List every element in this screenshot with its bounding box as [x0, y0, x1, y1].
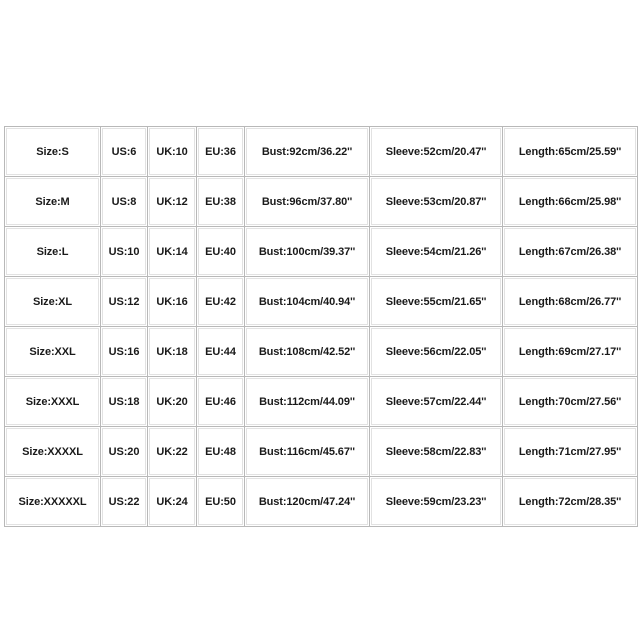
cell-frame	[245, 177, 369, 226]
table-row	[5, 127, 638, 177]
sleeve-value: Sleeve:57cm/22.44''	[385, 395, 487, 408]
bust-value: Bust:112cm/44.09''	[259, 395, 355, 408]
uk-size-value: UK:18	[156, 345, 188, 358]
size-cell	[5, 477, 101, 527]
cell-frame	[245, 327, 369, 376]
cell-frame	[148, 177, 196, 226]
cell-frame	[5, 227, 100, 276]
table-row	[5, 327, 638, 377]
size-chart-table	[4, 126, 638, 527]
sleeve-value: Sleeve:59cm/23.23''	[385, 495, 487, 508]
table-row	[5, 227, 638, 277]
uk-size-value: UK:22	[156, 445, 188, 458]
cell-frame	[148, 277, 196, 326]
cell-frame	[370, 427, 502, 476]
length-cell	[503, 277, 638, 327]
length-cell	[503, 477, 638, 527]
uk-size-cell	[148, 327, 197, 377]
eu-size-value: EU:38	[205, 195, 236, 208]
length-value: Length:67cm/26.38''	[518, 245, 622, 258]
sleeve-value: Sleeve:53cm/20.87''	[385, 195, 487, 208]
sleeve-value: Sleeve:58cm/22.83''	[385, 445, 487, 458]
bust-cell	[245, 227, 370, 277]
eu-size-value: EU:44	[205, 345, 236, 358]
us-size-cell	[101, 277, 148, 327]
uk-size-cell	[148, 177, 197, 227]
us-size-value: US:12	[108, 295, 140, 308]
bust-value: Bust:96cm/37.80''	[261, 195, 353, 208]
cell-frame	[101, 327, 147, 376]
size-value: Size:XXL	[29, 345, 76, 358]
length-cell	[503, 127, 638, 177]
cell-frame	[370, 477, 502, 526]
cell-frame	[101, 127, 147, 176]
cell-frame	[5, 477, 100, 526]
cell-frame	[245, 127, 369, 176]
length-value: Length:66cm/25.98''	[518, 195, 622, 208]
uk-size-cell	[148, 277, 197, 327]
eu-size-cell	[197, 127, 245, 177]
cell-frame	[197, 327, 244, 376]
size-cell	[5, 277, 101, 327]
cell-frame	[101, 277, 147, 326]
bust-cell	[245, 277, 370, 327]
us-size-value: US:18	[108, 395, 140, 408]
cell-frame	[101, 477, 147, 526]
cell-frame	[370, 377, 502, 426]
cell-frame	[370, 127, 502, 176]
bust-cell	[245, 377, 370, 427]
cell-frame	[197, 277, 244, 326]
size-value: Size:XXXXXL	[18, 495, 87, 508]
uk-size-value: UK:12	[156, 195, 188, 208]
cell-frame	[197, 227, 244, 276]
cell-frame	[197, 177, 244, 226]
size-cell	[5, 127, 101, 177]
length-cell	[503, 427, 638, 477]
sleeve-cell	[370, 477, 503, 527]
bust-value: Bust:104cm/40.94''	[258, 295, 356, 308]
size-value: Size:XXXL	[25, 395, 80, 408]
us-size-cell	[101, 227, 148, 277]
eu-size-cell	[197, 427, 245, 477]
cell-frame	[5, 377, 100, 426]
length-cell	[503, 377, 638, 427]
us-size-value: US:8	[111, 195, 137, 208]
sleeve-cell	[370, 427, 503, 477]
cell-frame	[101, 377, 147, 426]
sleeve-cell	[370, 377, 503, 427]
length-value: Length:70cm/27.56''	[518, 395, 622, 408]
size-value: Size:S	[36, 145, 69, 158]
size-value: Size:XXXXL	[22, 445, 83, 458]
sleeve-cell	[370, 177, 503, 227]
cell-frame	[148, 127, 196, 176]
cell-frame	[503, 327, 637, 376]
cell-frame	[101, 427, 147, 476]
cell-frame	[245, 427, 369, 476]
us-size-value: US:10	[108, 245, 140, 258]
us-size-cell	[101, 127, 148, 177]
us-size-value: US:22	[108, 495, 140, 508]
cell-frame	[148, 377, 196, 426]
uk-size-value: UK:10	[156, 145, 188, 158]
eu-size-value: EU:42	[205, 295, 236, 308]
uk-size-value: UK:20	[156, 395, 188, 408]
bust-value: Bust:100cm/39.37''	[258, 245, 356, 258]
bust-cell	[245, 477, 370, 527]
cell-frame	[148, 327, 196, 376]
size-cell	[5, 327, 101, 377]
size-chart-body	[5, 127, 638, 527]
cell-frame	[148, 227, 196, 276]
cell-frame	[5, 127, 100, 176]
bust-value: Bust:92cm/36.22''	[261, 145, 353, 158]
cell-frame	[245, 277, 369, 326]
eu-size-cell	[197, 477, 245, 527]
cell-frame	[197, 377, 244, 426]
size-cell	[5, 377, 101, 427]
length-cell	[503, 177, 638, 227]
bust-value: Bust:120cm/47.24''	[258, 495, 356, 508]
us-size-cell	[101, 327, 148, 377]
cell-frame	[503, 277, 637, 326]
cell-frame	[503, 477, 637, 526]
cell-frame	[148, 427, 196, 476]
length-value: Length:68cm/26.77''	[518, 295, 622, 308]
eu-size-value: EU:46	[205, 395, 236, 408]
us-size-value: US:20	[108, 445, 140, 458]
size-value: Size:L	[36, 245, 69, 258]
uk-size-cell	[148, 377, 197, 427]
cell-frame	[245, 377, 369, 426]
sleeve-cell	[370, 127, 503, 177]
us-size-value: US:6	[111, 145, 137, 158]
length-value: Length:71cm/27.95''	[518, 445, 622, 458]
size-cell	[5, 177, 101, 227]
uk-size-cell	[148, 477, 197, 527]
cell-frame	[197, 427, 244, 476]
uk-size-value: UK:16	[156, 295, 188, 308]
cell-frame	[503, 377, 637, 426]
table-row	[5, 277, 638, 327]
uk-size-cell	[148, 127, 197, 177]
eu-size-cell	[197, 277, 245, 327]
cell-frame	[197, 127, 244, 176]
size-value: Size:M	[35, 195, 70, 208]
eu-size-value: EU:40	[205, 245, 236, 258]
us-size-value: US:16	[108, 345, 140, 358]
bust-value: Bust:108cm/42.52''	[258, 345, 356, 358]
cell-frame	[503, 427, 637, 476]
cell-frame	[101, 177, 147, 226]
eu-size-cell	[197, 177, 245, 227]
cell-frame	[5, 177, 100, 226]
sleeve-cell	[370, 277, 503, 327]
sleeve-cell	[370, 227, 503, 277]
bust-cell	[245, 177, 370, 227]
eu-size-cell	[197, 227, 245, 277]
us-size-cell	[101, 427, 148, 477]
sleeve-value: Sleeve:56cm/22.05''	[385, 345, 487, 358]
length-value: Length:72cm/28.35''	[518, 495, 622, 508]
us-size-cell	[101, 377, 148, 427]
cell-frame	[148, 477, 196, 526]
sleeve-cell	[370, 327, 503, 377]
length-value: Length:69cm/27.17''	[518, 345, 622, 358]
table-row	[5, 177, 638, 227]
cell-frame	[245, 227, 369, 276]
uk-size-cell	[148, 227, 197, 277]
bust-cell	[245, 327, 370, 377]
us-size-cell	[101, 477, 148, 527]
cell-frame	[503, 227, 637, 276]
cell-frame	[197, 477, 244, 526]
size-value: Size:XL	[32, 295, 73, 308]
bust-value: Bust:116cm/45.67''	[259, 445, 355, 458]
cell-frame	[370, 177, 502, 226]
cell-frame	[370, 227, 502, 276]
cell-frame	[370, 327, 502, 376]
sleeve-value: Sleeve:55cm/21.65''	[385, 295, 487, 308]
uk-size-value: UK:24	[156, 495, 188, 508]
sleeve-value: Sleeve:54cm/21.26''	[385, 245, 487, 258]
eu-size-cell	[197, 327, 245, 377]
eu-size-value: EU:50	[205, 495, 236, 508]
sleeve-value: Sleeve:52cm/20.47''	[385, 145, 487, 158]
us-size-cell	[101, 177, 148, 227]
cell-frame	[503, 177, 637, 226]
table-row	[5, 477, 638, 527]
table-row	[5, 377, 638, 427]
cell-frame	[370, 277, 502, 326]
cell-frame	[503, 127, 637, 176]
cell-frame	[5, 277, 100, 326]
cell-frame	[5, 327, 100, 376]
eu-size-value: EU:48	[205, 445, 236, 458]
size-cell	[5, 427, 101, 477]
bust-cell	[245, 427, 370, 477]
cell-frame	[101, 227, 147, 276]
uk-size-cell	[148, 427, 197, 477]
table-row	[5, 427, 638, 477]
uk-size-value: UK:14	[156, 245, 188, 258]
length-value: Length:65cm/25.59''	[518, 145, 622, 158]
cell-frame	[5, 427, 100, 476]
eu-size-value: EU:36	[205, 145, 236, 158]
length-cell	[503, 327, 638, 377]
eu-size-cell	[197, 377, 245, 427]
length-cell	[503, 227, 638, 277]
cell-frame	[245, 477, 369, 526]
bust-cell	[245, 127, 370, 177]
size-cell	[5, 227, 101, 277]
